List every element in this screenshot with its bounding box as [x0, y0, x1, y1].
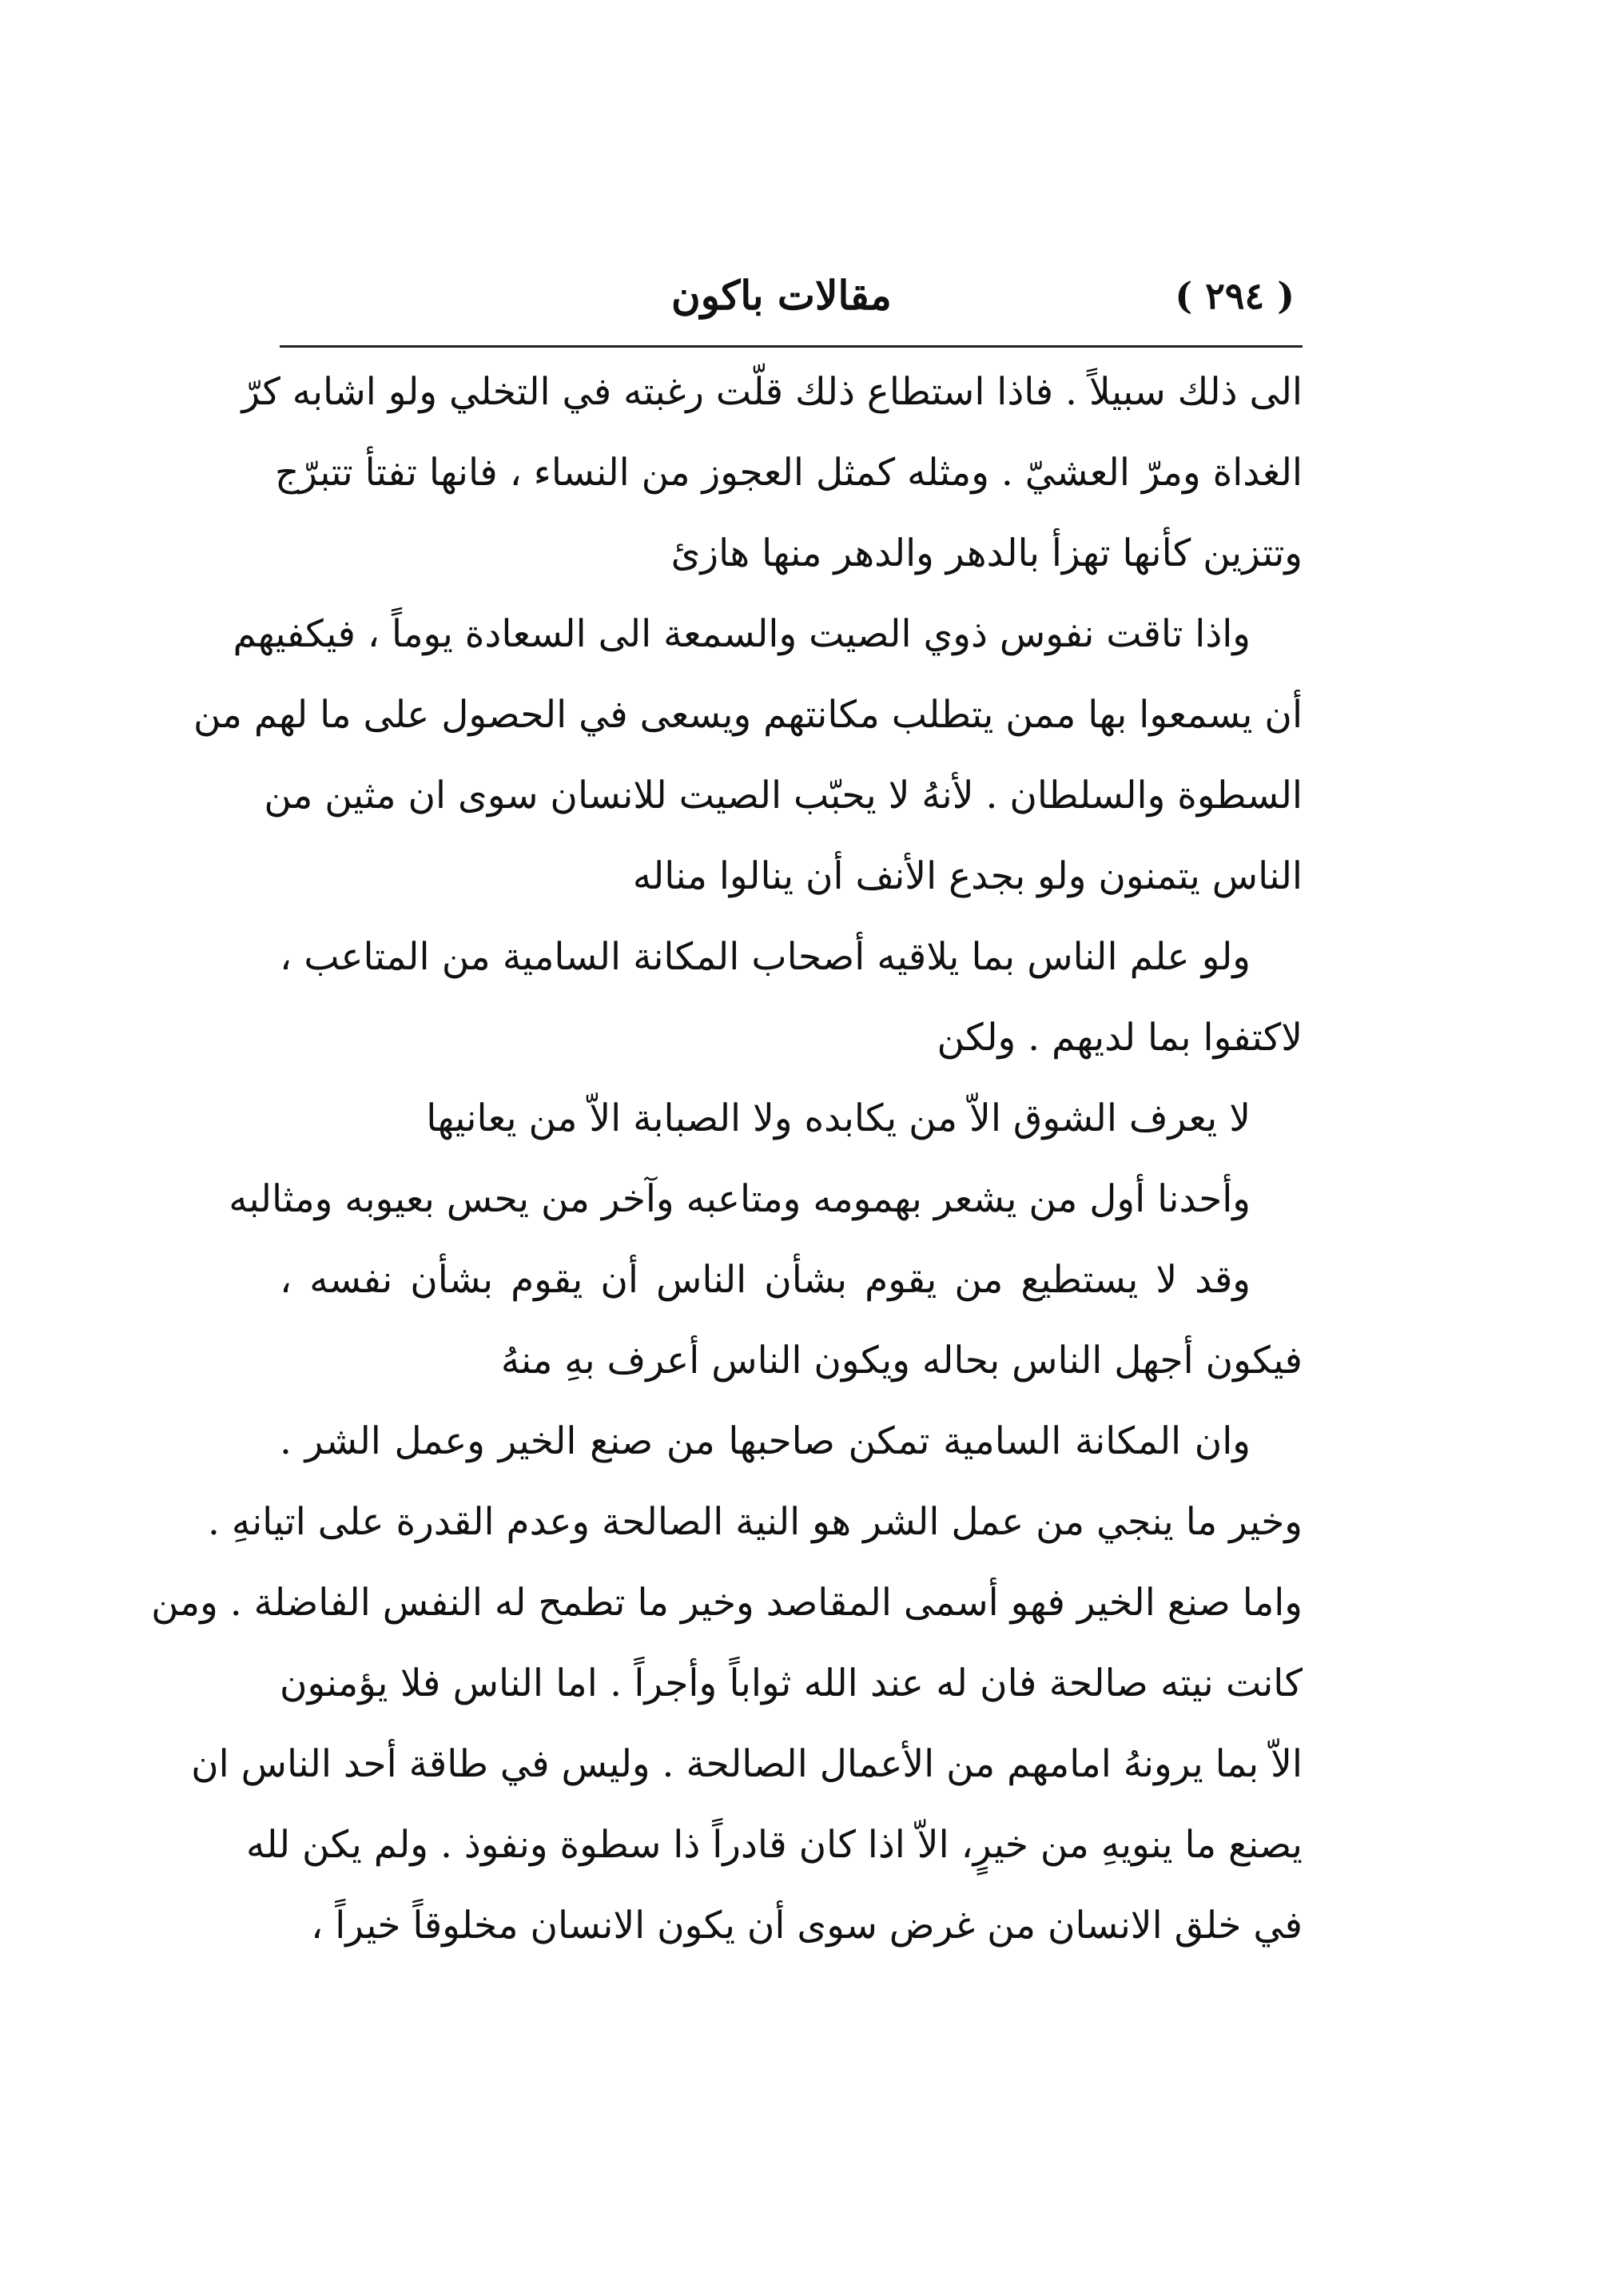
body-text [151, 352, 1303, 2046]
text-line: أن يسمعوا بها ممن يتطلب مكانتهم ويسعى في الحصول على ما لهم من [193, 693, 1303, 737]
paragraph-start-line: وقد لا يستطيع من يقوم بشأن الناس أن يقوم بشأن نفسه ، [280, 1258, 1251, 1302]
paragraph-start-line: ولو علم الناس بما يلاقيه أصحاب المكانة السامية من المتاعب ، [280, 935, 1251, 979]
text-line: واما صنع الخير فهو أسمى المقاصد وخير ما تطمح له النفس الفاضلة . ومن [151, 1581, 1303, 1625]
text-line: فيكون أجهل الناس بحاله ويكون الناس أعرف بهِ منهُ [500, 1339, 1303, 1383]
text-line: يصنع ما ينويهِ من خيرٍ، الاّ اذا كان قادراً ذا سطوة ونفوذ . ولم يكن لله [245, 1823, 1303, 1867]
header-divider [280, 345, 1303, 348]
page-header [280, 256, 1295, 336]
text-line: وخير ما ينجي من عمل الشر هو النية الصالحة وعدم القدرة على اتيانهِ . [208, 1500, 1303, 1544]
paragraph-start-line: وأحدنا أول من يشعر بهمومه ومتاعبه وآخر من يحس بعيوبه ومثالبه [229, 1177, 1251, 1221]
paragraph-start-line: وان المكانة السامية تمكن صاحبها من صنع الخير وعمل الشر . [280, 1419, 1251, 1463]
text-line: في خلق الانسان من غرض سوى أن يكون الانسان مخلوقاً خيراً ، [311, 1904, 1303, 1948]
text-line: كانت نيته صالحة فان له عند الله ثواباً وأجراً . اما الناس فلا يؤمنون [280, 1661, 1303, 1705]
page-number: ( ٢٩٤ ) [1175, 274, 1295, 317]
text-line: الناس يتمنون ولو بجدع الأنف أن ينالوا مناله [632, 854, 1303, 898]
paragraph-start-line: واذا تاقت نفوس ذوي الصيت والسمعة الى السعادة يوماً ، فيكفيهم [233, 612, 1251, 656]
text-line: الى ذلك سبيلاً . فاذا استطاع ذلك قلّت رغبته في التخلي ولو اشابه كرّ [241, 370, 1303, 414]
text-line: السطوة والسلطان . لأنهُ لا يحبّب الصيت للانسان سوى ان مثين من [264, 774, 1303, 818]
verse-line: لا يعرف الشوق الاّ من يكابده ولا الصبابة الاّ من يعانيها [426, 1096, 1251, 1140]
text-line: الاّ بما يرونهُ امامهم من الأعمال الصالحة . وليس في طاقة أحد الناس ان [191, 1742, 1303, 1786]
text-line: وتتزين كأنها تهزأ بالدهر والدهر منها هازئ [670, 531, 1303, 575]
text-line: لاكتفوا بما لديهم . ولكن [937, 1016, 1303, 1060]
text-line: الغداة ومرّ العشيّ . ومثله كمثل العجوز من النساء ، فانها تفتأ تتبرّج [274, 451, 1303, 495]
running-title: مقالات باكون [671, 272, 892, 319]
